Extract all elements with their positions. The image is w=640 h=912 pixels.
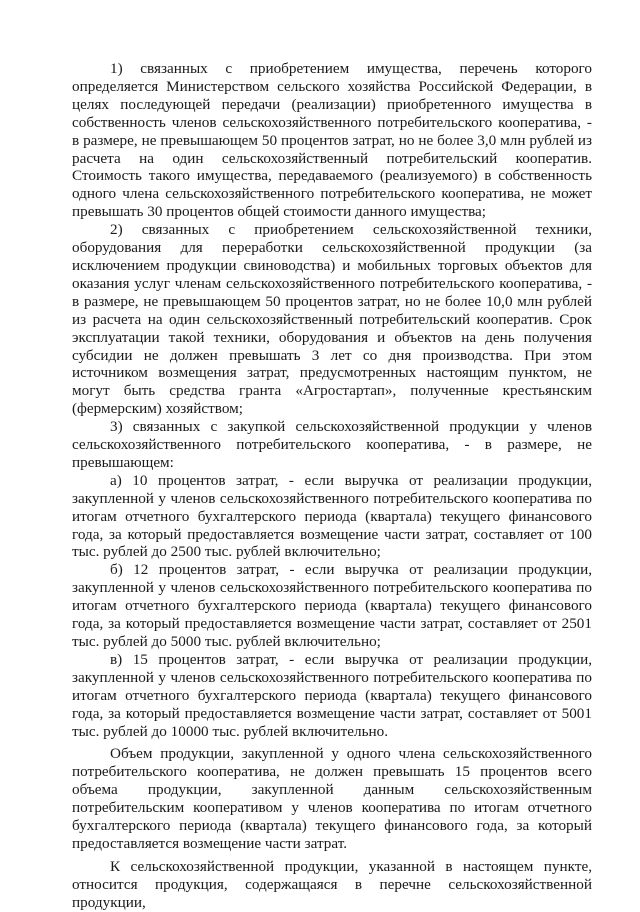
paragraph-product-definition: К сельскохозяйственной продукции, указанной в настоящем пункте, относится продукция, содержащаяся в перечне сельскохозяйственной продукции,	[72, 857, 592, 911]
paragraph-subitem-v: в) 15 процентов затрат, - если выручка от реализации продукции, закупленной у членов сельскохозяйственного потребительского кооператива по итогам отчетного бухгалтерского периода (квартала) текущего финансового года, за который предоставляется возмещение части затрат, составляет от 5001 тыс. рублей до 10000 тыс. рублей включительно.	[72, 650, 592, 740]
document-page	[72, 60, 592, 912]
paragraph-subitem-b: б) 12 процентов затрат, - если выручка от реализации продукции, закупленной у членов сельскохозяйственного потребительского кооператива по итогам отчетного бухгалтерского периода (квартала) текущего финансового года, за который предоставляется возмещение части затрат, составляет от 2501 тыс. рублей до 5000 тыс. рублей включительно;	[72, 561, 592, 650]
paragraph-item-3: 3) связанных с закупкой сельскохозяйственной продукции у членов сельскохозяйственного потребительского кооператива, - в размере, не превышающем:	[72, 418, 592, 471]
paragraph-item-2: 2) связанных с приобретением сельскохозяйственной техники, оборудования для переработки сельскохозяйственной продукции (за исключением продукции свиноводства) и мобильных торговых объектов для оказания услуг членам сельскохозяйственного потребительского кооператива, - в размере, не превышающем 50 процентов затрат, но не более 10,0 млн рублей из расчета на один сельскохозяйственный потребительский кооператив. Срок эксплуатации такой техники, оборудования и объектов на день получения субсидии не должен превышать 3 лет со дня производства. При этом источником возмещения затрат, предусмотренных настоящим пунктом, не могут быть средства гранта «Агростартап», полученные крестьянским (фермерским) хозяйством;	[72, 221, 592, 418]
paragraph-subitem-a: а) 10 процентов затрат, - если выручка от реализации продукции, закупленной у членов сельскохозяйственного потребительского кооператива по итогам отчетного бухгалтерского периода (квартала) текущего финансового года, за который предоставляется возмещение части затрат, составляет от 100 тыс. рублей до 2500 тыс. рублей включительно;	[72, 471, 592, 561]
paragraph-item-1: 1) связанных с приобретением имущества, перечень которого определяется Министерством сельского хозяйства Российской Федерации, в целях последующей передачи (реализации) приобретенного имущества в собственность членов сельскохозяйственного потребительского кооператива, - в размере, не превышающем 50 процентов затрат, но не более 3,0 млн рублей из расчета на один сельскохозяйственный потребительский кооператив. Стоимость такого имущества, передаваемого (реализуемого) в собственность одного члена сельскохозяйственного потребительского кооператива, не может превышать 30 процентов общей стоимости данного имущества;	[72, 60, 592, 221]
paragraph-volume-limit: Объем продукции, закупленной у одного члена сельскохозяйственного потребительского кооператива, не должен превышать 15 процентов всего объема продукции, закупленной данным сельскохозяйственным потребительским кооперативом у членов кооператива по итогам отчетного бухгалтерского периода (квартала) текущего финансового года, за который предоставляется возмещение части затрат.	[72, 745, 592, 852]
